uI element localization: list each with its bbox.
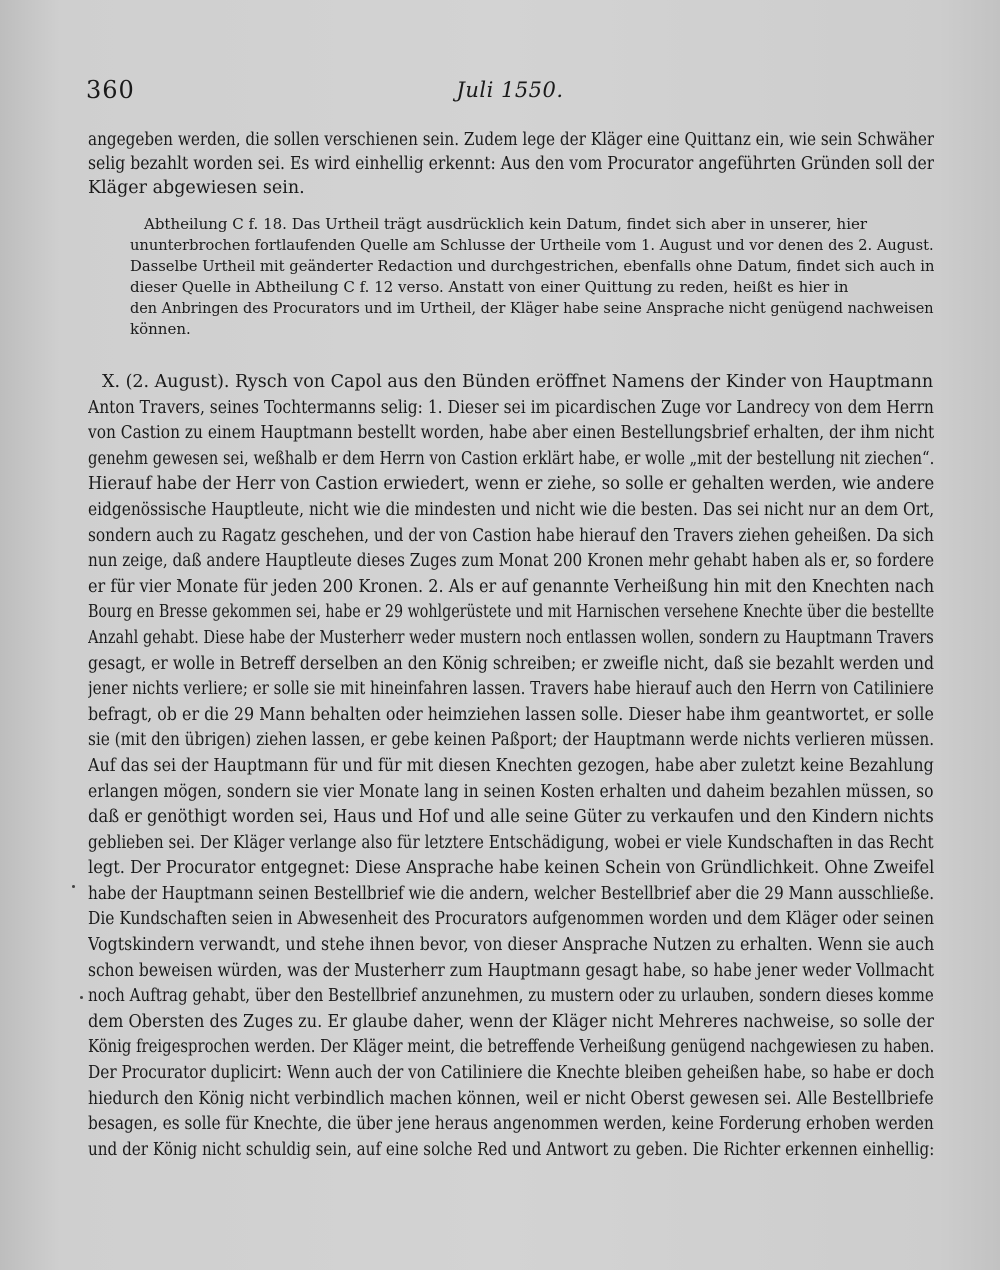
main-line: von Castion zu einem Hauptmann bestellt worden, habe aber einen Bestellungsbrief erhalten, der ihm nicht bbox=[88, 423, 934, 444]
main-line: eidgenössische Hauptleute, nicht wie die mindesten und nicht wie die besten. Das sei nicht nur an dem Ort, bbox=[88, 499, 934, 520]
main-line: besagen, es solle für Knechte, die über jene heraus angenommen werden, keine Forderung erhoben werden bbox=[88, 1114, 934, 1135]
main-line: Hierauf habe der Herr von Castion erwiedert, wenn er ziehe, so solle er gehalten werden, wie andere bbox=[88, 474, 934, 495]
main-line: Bourg en Bresse gekommen sei, habe er 29 wohlgerüstete und mit Harnischen versehene Knechte über die bestellte bbox=[88, 602, 934, 623]
page-number: 360 bbox=[86, 76, 135, 104]
main-line: und der König nicht schuldig sein, auf eine solche Red und Antwort zu geben. Die Richter erkennen einhellig: bbox=[88, 1139, 934, 1160]
main-line: X. (2. August). Rysch von Capol aus den Bünden eröffnet Namens der Kinder von Hauptmann bbox=[102, 372, 934, 392]
note-line: Abtheilung C f. 18. Das Urtheil trägt ausdrücklich kein Datum, findet sich aber in unserer, hier bbox=[144, 215, 868, 233]
main-line: Die Kundschaften seien in Abwesenheit des Procurators aufgenommen worden und dem Kläger oder seinen bbox=[88, 909, 934, 930]
main-line: habe der Hauptmann seinen Bestellbrief wie die andern, welcher Bestellbrief aber die 29 Mann ausschließe. bbox=[88, 883, 934, 904]
main-line: hiedurch den König nicht verbindlich machen können, weil er nicht Oberst gewesen sei. Alle Bestellbriefe bbox=[88, 1088, 934, 1109]
main-line: Vogtskindern verwandt, und stehe ihnen bevor, von dieser Ansprache Nutzen zu erhalten. Wenn sie auch bbox=[88, 935, 934, 956]
main-line: Anzahl gehabt. Diese habe der Musterherr weder mustern noch entlassen wollen, sondern zu Hauptmann Travers bbox=[88, 627, 934, 648]
intro-line: Kläger abgewiesen sein. bbox=[88, 178, 305, 198]
main-line: legt. Der Procurator entgegnet: Diese Ansprache habe keinen Schein von Gründlichkeit. Ohne Zweifel bbox=[88, 858, 934, 879]
main-text bbox=[88, 370, 934, 1163]
main-line: König freigesprochen werden. Der Kläger meint, die betreffende Verheißung genügend nachgewiesen zu haben. bbox=[88, 1037, 934, 1058]
paper-speck bbox=[80, 996, 83, 999]
footnote-block bbox=[130, 214, 934, 340]
main-line: Auf das sei der Hauptmann für und für mit diesen Knechten gezogen, habe aber zuletzt keine Bezahlung bbox=[88, 755, 934, 776]
main-line: erlangen mögen, sondern sie vier Monate lang in seinen Kosten erhalten und daheim bezahlen müssen, so bbox=[88, 781, 934, 802]
paper-speck bbox=[72, 885, 75, 888]
main-line: gesagt, er wolle in Betreff derselben an den König schreiben; er zweifle nicht, daß sie bezahlt werden und bbox=[88, 653, 934, 674]
main-line: dem Obersten des Zuges zu. Er glaube daher, wenn der Kläger nicht Mehreres nachweise, so solle der bbox=[88, 1011, 934, 1032]
main-line: befragt, ob er die 29 Mann behalten oder heimziehen lassen solle. Dieser habe ihm geantwortet, er solle bbox=[88, 704, 934, 725]
main-line: geblieben sei. Der Kläger verlange also für letztere Entschädigung, wobei er viele Kundschaften in das Recht bbox=[88, 832, 934, 853]
note-line: den Anbringen des Procurators und im Urtheil, der Kläger habe seine Ansprache nicht genügend nachweisen bbox=[130, 299, 934, 317]
note-line: ununterbrochen fortlaufenden Quelle am Schlusse der Urtheile vom 1. August und vor denen des 2. August. bbox=[130, 236, 934, 254]
main-line: er für vier Monate für jeden 200 Kronen. 2. Als er auf genannte Verheißung hin mit den Knechten nach bbox=[88, 576, 934, 597]
main-line: sie (mit den übrigen) ziehen lassen, er gebe keinen Paßport; der Hauptmann werde nichts verlieren müssen. bbox=[88, 730, 934, 751]
main-line: noch Auftrag gehabt, über den Bestellbrief anzunehmen, zu mustern oder zu urlauben, sondern dieses komme bbox=[88, 986, 934, 1007]
main-line: daß er genöthigt worden sei, Haus und Hof und alle seine Güter zu verkaufen und den Kindern nichts bbox=[88, 807, 934, 828]
note-line: Dasselbe Urtheil mit geänderter Redaction und durchgestrichen, ebenfalls ohne Datum, findet sich auch in bbox=[130, 257, 934, 275]
main-line: sondern auch zu Ragatz geschehen, und der von Castion habe hierauf den Travers ziehen geheißen. Da sich bbox=[88, 525, 934, 546]
intro-line: angegeben werden, die sollen verschienen sein. Zudem lege der Kläger eine Quittanz ein, wie sein Schwäher bbox=[88, 130, 934, 150]
running-title: Juli 1550. bbox=[456, 78, 564, 102]
page-header bbox=[86, 76, 934, 110]
main-line: Anton Travers, seines Tochtermanns selig: 1. Dieser sei im picardischen Zuge vor Landrecy von dem Herrn bbox=[88, 397, 934, 418]
main-line: nun zeige, daß andere Hauptleute dieses Zuges zum Monat 200 Kronen mehr gehabt haben als er, so fordere bbox=[88, 551, 934, 572]
intro-paragraph bbox=[88, 128, 934, 200]
main-line: Der Procurator duplicirt: Wenn auch der von Catiliniere die Knechte bleiben geheißen habe, so habe er doch bbox=[88, 1063, 934, 1084]
main-line: jener nichts verliere; er solle sie mit hineinfahren lassen. Travers habe hierauf auch den Herrn von Catiliniere bbox=[88, 679, 934, 700]
intro-line: selig bezahlt worden sei. Es wird einhellig erkennt: Aus den vom Procurator angeführten Gründen soll der bbox=[88, 154, 934, 174]
main-line: schon beweisen würden, was der Musterherr zum Hauptmann gesagt habe, so habe jener weder Vollmacht bbox=[88, 960, 934, 981]
main-line: genehm gewesen sei, weßhalb er dem Herrn von Castion erklärt habe, er wolle „mit der bestellung nit ziechen“. bbox=[88, 448, 934, 469]
note-line: dieser Quelle in Abtheilung C f. 12 verso. Anstatt von einer Quittung zu reden, heißt es hier in bbox=[130, 278, 849, 296]
note-line: können. bbox=[130, 320, 191, 338]
